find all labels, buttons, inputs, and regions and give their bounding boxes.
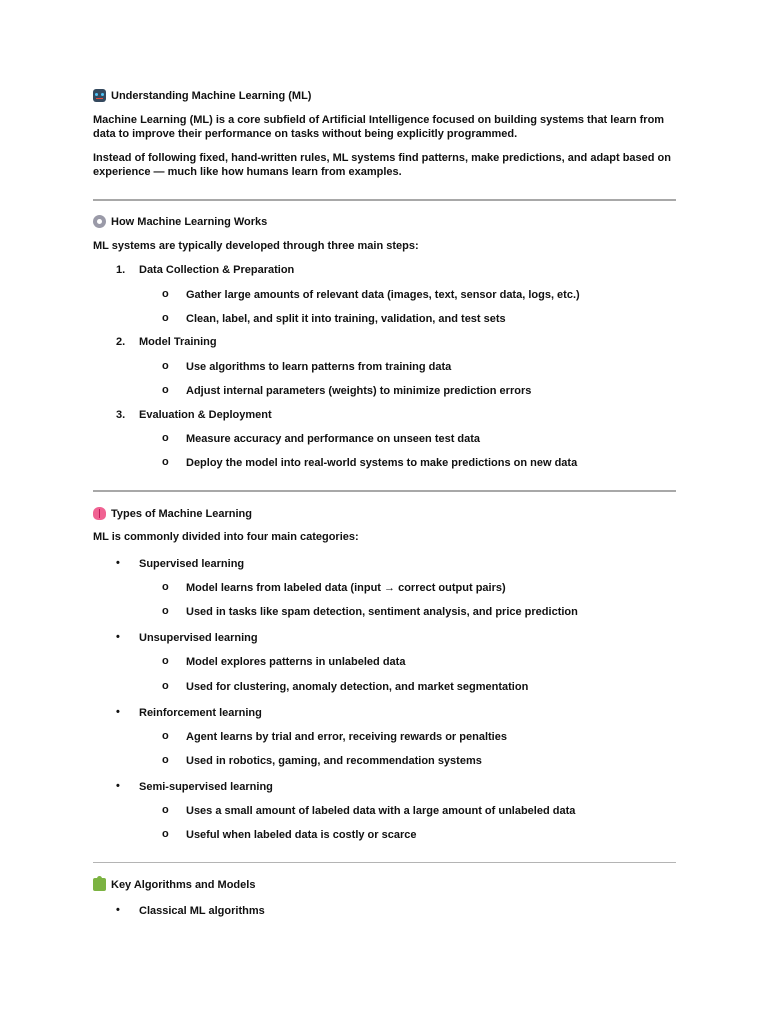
sub-bullet-marker: o [162,804,169,816]
section-title: How Machine Learning Works [111,215,268,228]
sub-bullet-marker: o [162,432,169,444]
bullet-marker: • [116,557,120,569]
section-title: Types of Machine Learning [111,507,252,520]
sub-bullet-marker: o [162,605,169,617]
brain-icon [93,507,106,520]
list-item-label: Reinforcement learning [139,707,262,719]
list-item-label: Unsupervised learning [139,632,258,644]
intro-paragraph-2: Instead of following fixed, hand-written rules, ML systems find patterns, make predictions, and adapt based on experience — much like how humans learn from examples. [93,152,671,178]
step-label: Data Collection & Preparation [139,264,295,276]
step-number: 2. [116,336,126,348]
section-heading-algorithms [93,878,255,891]
bullet-marker: • [116,780,120,792]
list-item: Measure accuracy and performance on unseen test data [186,433,481,445]
bullet-marker: • [116,631,120,643]
section-divider [93,490,676,492]
list-item: Agent learns by trial and error, receiving rewards or penalties [186,731,507,743]
section-divider [93,199,676,201]
sub-bullet-marker: o [162,655,169,667]
list-item: Deploy the model into real-world systems to make predictions on new data [186,457,578,469]
step-number: 1. [116,264,126,276]
list-item-label: Semi-supervised learning [139,781,273,793]
step-label: Model Training [139,336,217,348]
sub-bullet-marker: o [162,581,169,593]
types-lead: ML is commonly divided into four main categories: [93,531,359,543]
puzzle-piece-icon [93,878,106,891]
how-lead: ML systems are typically developed through three main steps: [93,240,419,252]
sub-bullet-marker: o [162,828,169,840]
section-heading-intro [93,89,311,102]
list-item: Used in tasks like spam detection, sentiment analysis, and price prediction [186,606,578,618]
sub-bullet-marker: o [162,680,169,692]
list-item: Model explores patterns in unlabeled data [186,656,406,668]
sub-bullet-marker: o [162,730,169,742]
section-heading-types [93,507,252,520]
list-item: Adjust internal parameters (weights) to minimize prediction errors [186,385,532,397]
list-item: Model learns from labeled data (input → correct output pairs) [186,582,506,594]
list-item: Gather large amounts of relevant data (images, text, sensor data, logs, etc.) [186,289,580,301]
list-item: Used in robotics, gaming, and recommendation systems [186,755,482,767]
section-divider [93,862,676,863]
section-heading-how [93,215,267,228]
list-item-label: Classical ML algorithms [139,905,265,917]
section-title: Key Algorithms and Models [111,878,256,891]
bullet-marker: • [116,706,120,718]
gear-icon [93,215,106,228]
sub-bullet-marker: o [162,754,169,766]
list-item: Use algorithms to learn patterns from training data [186,361,452,373]
list-item: Used for clustering, anomaly detection, and market segmentation [186,681,529,693]
list-item: Uses a small amount of labeled data with a large amount of unlabeled data [186,805,576,817]
step-label: Evaluation & Deployment [139,409,272,421]
sub-bullet-marker: o [162,288,169,300]
list-item: Useful when labeled data is costly or scarce [186,829,417,841]
sub-bullet-marker: o [162,384,169,396]
bullet-marker: • [116,904,120,916]
sub-bullet-marker: o [162,312,169,324]
sub-bullet-marker: o [162,360,169,372]
sub-bullet-marker: o [162,456,169,468]
list-item-label: Supervised learning [139,558,245,570]
robot-face-icon [93,89,106,102]
section-title: Understanding Machine Learning (ML) [111,89,312,102]
list-item: Clean, label, and split it into training, validation, and test sets [186,313,506,325]
step-number: 3. [116,409,126,421]
intro-paragraph-1: Machine Learning (ML) is a core subfield of Artificial Intelligence focused on building systems that learn from data to improve their performance on tasks without being explicitly programmed. [93,114,665,140]
